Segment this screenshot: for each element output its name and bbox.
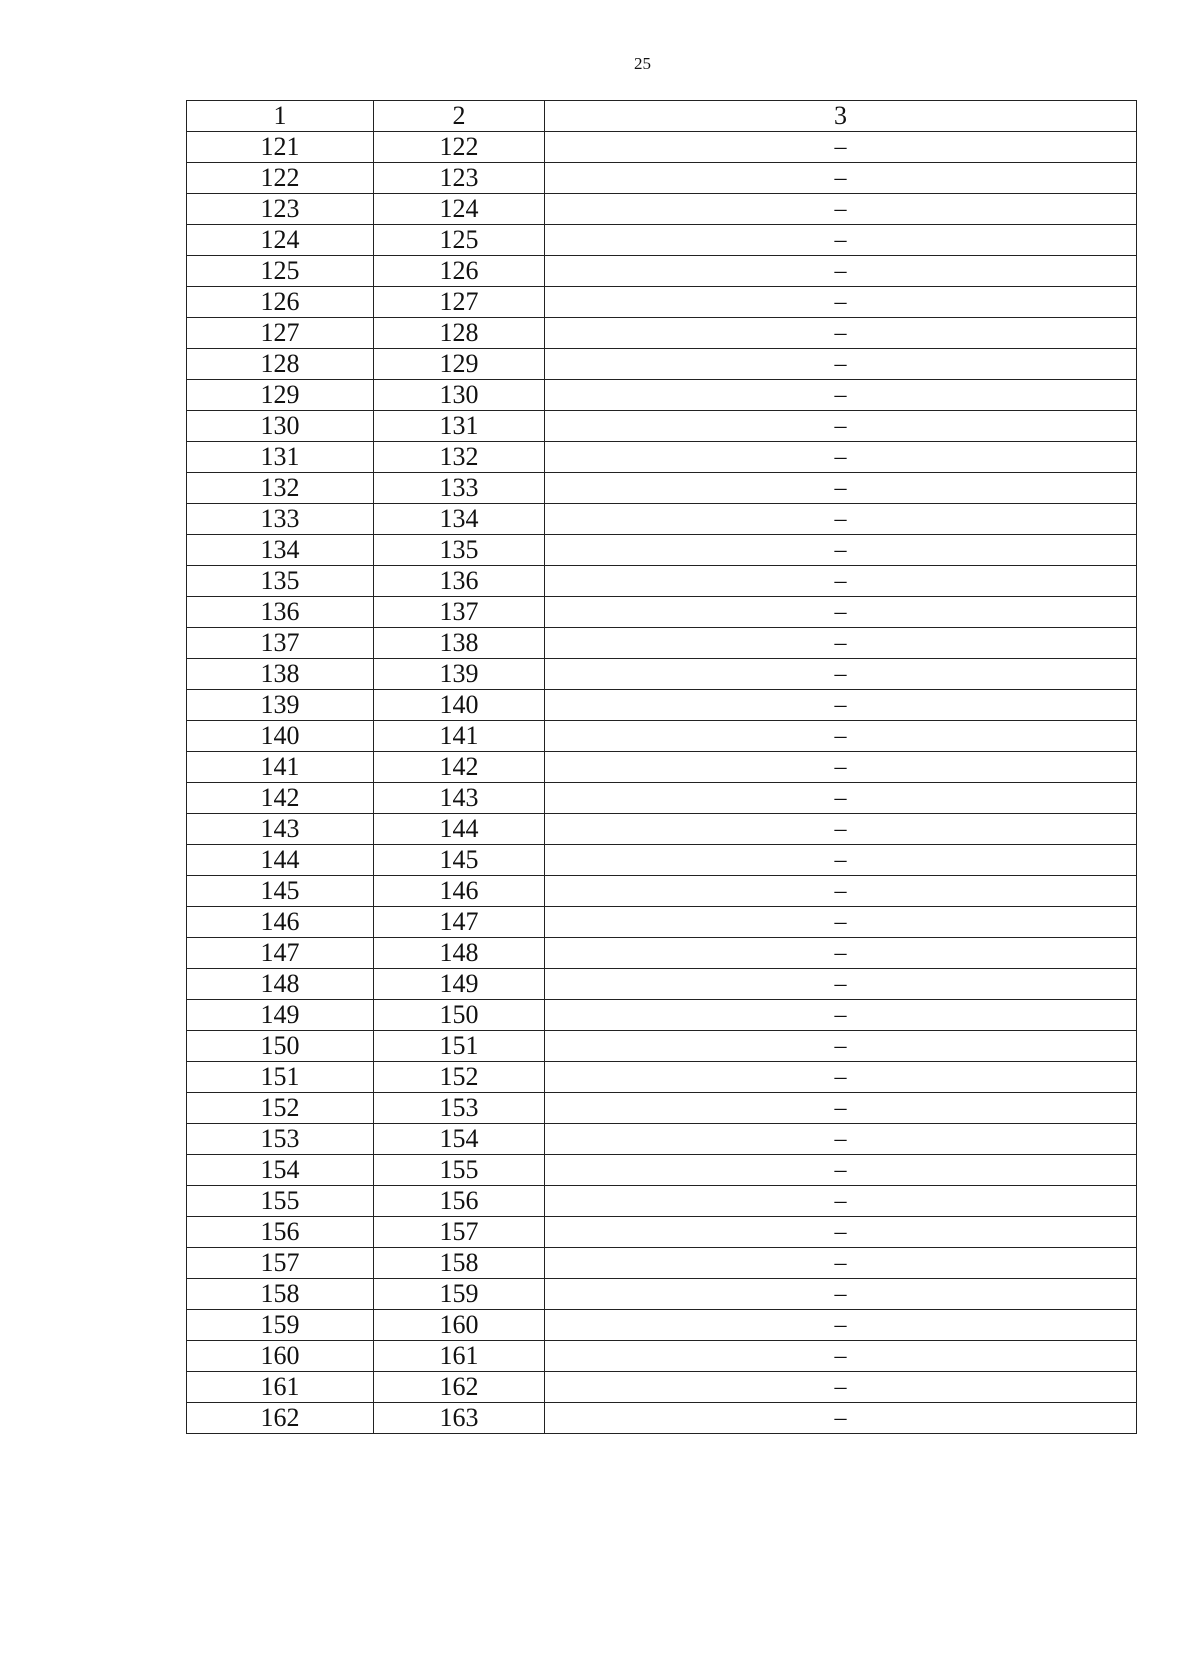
table-cell: 134 bbox=[187, 535, 374, 566]
table-row bbox=[187, 225, 1137, 256]
table-row bbox=[187, 659, 1137, 690]
table-cell-dash: – bbox=[545, 225, 1137, 256]
table-cell: 153 bbox=[187, 1124, 374, 1155]
table-row bbox=[187, 566, 1137, 597]
table-cell: 155 bbox=[187, 1186, 374, 1217]
table-cell: 136 bbox=[187, 597, 374, 628]
table-row bbox=[187, 535, 1137, 566]
table-row bbox=[187, 504, 1137, 535]
table-cell: 127 bbox=[374, 287, 545, 318]
table-row bbox=[187, 1093, 1137, 1124]
table-cell: 146 bbox=[187, 907, 374, 938]
table-cell: 147 bbox=[187, 938, 374, 969]
table-cell: 128 bbox=[374, 318, 545, 349]
table-cell: 160 bbox=[374, 1310, 545, 1341]
table-row bbox=[187, 442, 1137, 473]
table-cell: 156 bbox=[374, 1186, 545, 1217]
table-cell: 153 bbox=[374, 1093, 545, 1124]
table-cell: 122 bbox=[374, 132, 545, 163]
table-row bbox=[187, 287, 1137, 318]
table-cell: 160 bbox=[187, 1341, 374, 1372]
table-cell-dash: – bbox=[545, 1341, 1137, 1372]
table-row bbox=[187, 1372, 1137, 1403]
table-cell: 156 bbox=[187, 1217, 374, 1248]
table-cell: 135 bbox=[187, 566, 374, 597]
table-cell-dash: – bbox=[545, 752, 1137, 783]
table-cell: 161 bbox=[374, 1341, 545, 1372]
table-cell-dash: – bbox=[545, 318, 1137, 349]
table-cell-dash: – bbox=[545, 938, 1137, 969]
table-cell: 134 bbox=[374, 504, 545, 535]
table-row bbox=[187, 1124, 1137, 1155]
table-cell-dash: – bbox=[545, 411, 1137, 442]
table-cell-dash: – bbox=[545, 163, 1137, 194]
table-row bbox=[187, 1031, 1137, 1062]
table-row bbox=[187, 349, 1137, 380]
table-cell: 151 bbox=[187, 1062, 374, 1093]
table-cell-dash: – bbox=[545, 442, 1137, 473]
table-cell: 150 bbox=[187, 1031, 374, 1062]
table-cell-dash: – bbox=[545, 1310, 1137, 1341]
table-cell: 130 bbox=[187, 411, 374, 442]
table-cell-dash: – bbox=[545, 1248, 1137, 1279]
table-cell: 139 bbox=[374, 659, 545, 690]
table-cell: 150 bbox=[374, 1000, 545, 1031]
table-cell-dash: – bbox=[545, 690, 1137, 721]
table-cell: 144 bbox=[187, 845, 374, 876]
table-cell: 142 bbox=[374, 752, 545, 783]
table-cell-dash: – bbox=[545, 1062, 1137, 1093]
table-cell: 125 bbox=[374, 225, 545, 256]
table-cell: 145 bbox=[374, 845, 545, 876]
table-row bbox=[187, 690, 1137, 721]
table-cell: 131 bbox=[187, 442, 374, 473]
table-cell: 121 bbox=[187, 132, 374, 163]
table-row bbox=[187, 597, 1137, 628]
table-cell: 143 bbox=[187, 814, 374, 845]
table-cell-dash: – bbox=[545, 628, 1137, 659]
table-cell-dash: – bbox=[545, 1031, 1137, 1062]
table-cell: 131 bbox=[374, 411, 545, 442]
table-cell: 133 bbox=[374, 473, 545, 504]
table-cell: 149 bbox=[187, 1000, 374, 1031]
table-row bbox=[187, 411, 1137, 442]
table-row bbox=[187, 1062, 1137, 1093]
table-cell: 139 bbox=[187, 690, 374, 721]
table-cell-dash: – bbox=[545, 1279, 1137, 1310]
table-cell-dash: – bbox=[545, 1124, 1137, 1155]
table-cell-dash: – bbox=[545, 256, 1137, 287]
table-cell: 155 bbox=[374, 1155, 545, 1186]
table-cell-dash: – bbox=[545, 566, 1137, 597]
table-row bbox=[187, 1341, 1137, 1372]
table-cell: 138 bbox=[374, 628, 545, 659]
table-cell: 137 bbox=[374, 597, 545, 628]
table-cell: 149 bbox=[374, 969, 545, 1000]
table-cell: 123 bbox=[374, 163, 545, 194]
column-header: 1 bbox=[187, 101, 374, 132]
table-cell: 152 bbox=[187, 1093, 374, 1124]
table-cell-dash: – bbox=[545, 907, 1137, 938]
table-cell: 125 bbox=[187, 256, 374, 287]
table-cell: 158 bbox=[374, 1248, 545, 1279]
table-row bbox=[187, 1217, 1137, 1248]
table-cell-dash: – bbox=[545, 814, 1137, 845]
table-row bbox=[187, 1279, 1137, 1310]
table-cell: 137 bbox=[187, 628, 374, 659]
table-cell: 151 bbox=[374, 1031, 545, 1062]
table-cell: 145 bbox=[187, 876, 374, 907]
table-cell-dash: – bbox=[545, 1093, 1137, 1124]
table-cell: 159 bbox=[187, 1310, 374, 1341]
table-row bbox=[187, 721, 1137, 752]
table-cell-dash: – bbox=[545, 1155, 1137, 1186]
table-cell-dash: – bbox=[545, 194, 1137, 225]
table-cell: 122 bbox=[187, 163, 374, 194]
table-cell: 132 bbox=[374, 442, 545, 473]
table-row bbox=[187, 1155, 1137, 1186]
table-cell: 146 bbox=[374, 876, 545, 907]
table-row bbox=[187, 876, 1137, 907]
table-cell: 140 bbox=[374, 690, 545, 721]
table-row bbox=[187, 938, 1137, 969]
table-cell: 129 bbox=[374, 349, 545, 380]
table-cell-dash: – bbox=[545, 1403, 1137, 1434]
table-cell: 163 bbox=[374, 1403, 545, 1434]
table-row bbox=[187, 1000, 1137, 1031]
table-cell-dash: – bbox=[545, 1217, 1137, 1248]
table-cell: 162 bbox=[374, 1372, 545, 1403]
table-cell-dash: – bbox=[545, 349, 1137, 380]
table-cell: 161 bbox=[187, 1372, 374, 1403]
table-cell: 124 bbox=[187, 225, 374, 256]
column-header: 2 bbox=[374, 101, 545, 132]
table-row bbox=[187, 163, 1137, 194]
table-cell: 159 bbox=[374, 1279, 545, 1310]
table-cell: 135 bbox=[374, 535, 545, 566]
table-cell: 142 bbox=[187, 783, 374, 814]
table-row bbox=[187, 628, 1137, 659]
table-cell: 148 bbox=[187, 969, 374, 1000]
table-cell-dash: – bbox=[545, 721, 1137, 752]
table-cell: 127 bbox=[187, 318, 374, 349]
column-header: 3 bbox=[545, 101, 1137, 132]
table-cell-dash: – bbox=[545, 473, 1137, 504]
table-row bbox=[187, 1310, 1137, 1341]
table-cell: 143 bbox=[374, 783, 545, 814]
table-cell: 130 bbox=[374, 380, 545, 411]
page-number: 25 bbox=[634, 54, 651, 73]
table-row bbox=[187, 256, 1137, 287]
table-cell: 162 bbox=[187, 1403, 374, 1434]
table-cell-dash: – bbox=[545, 287, 1137, 318]
table-row bbox=[187, 318, 1137, 349]
table-cell-dash: – bbox=[545, 597, 1137, 628]
table-row bbox=[187, 380, 1137, 411]
table-cell-dash: – bbox=[545, 845, 1137, 876]
table-row bbox=[187, 752, 1137, 783]
table-cell-dash: – bbox=[545, 132, 1137, 163]
table-cell-dash: – bbox=[545, 1186, 1137, 1217]
table-body bbox=[187, 132, 1137, 1434]
table-row bbox=[187, 969, 1137, 1000]
table-cell: 154 bbox=[374, 1124, 545, 1155]
table-cell-dash: – bbox=[545, 1372, 1137, 1403]
table-cell: 147 bbox=[374, 907, 545, 938]
table-row bbox=[187, 907, 1137, 938]
table-cell: 152 bbox=[374, 1062, 545, 1093]
table-cell: 126 bbox=[187, 287, 374, 318]
table-cell: 123 bbox=[187, 194, 374, 225]
table-row bbox=[187, 783, 1137, 814]
table-row bbox=[187, 1186, 1137, 1217]
table-cell: 129 bbox=[187, 380, 374, 411]
table-cell: 138 bbox=[187, 659, 374, 690]
table-header-row bbox=[187, 101, 1137, 132]
table-cell-dash: – bbox=[545, 783, 1137, 814]
table-cell: 141 bbox=[374, 721, 545, 752]
table-cell-dash: – bbox=[545, 1000, 1137, 1031]
table-cell: 158 bbox=[187, 1279, 374, 1310]
table-cell-dash: – bbox=[545, 659, 1137, 690]
table-cell: 157 bbox=[187, 1248, 374, 1279]
table-cell: 154 bbox=[187, 1155, 374, 1186]
table-cell-dash: – bbox=[545, 969, 1137, 1000]
table-cell-dash: – bbox=[545, 876, 1137, 907]
table-row bbox=[187, 1248, 1137, 1279]
table-cell-dash: – bbox=[545, 504, 1137, 535]
table-cell: 124 bbox=[374, 194, 545, 225]
table-cell: 141 bbox=[187, 752, 374, 783]
table-cell: 136 bbox=[374, 566, 545, 597]
table-cell: 157 bbox=[374, 1217, 545, 1248]
table-cell: 133 bbox=[187, 504, 374, 535]
table-row bbox=[187, 1403, 1137, 1434]
table-cell: 126 bbox=[374, 256, 545, 287]
table-cell: 128 bbox=[187, 349, 374, 380]
table-row bbox=[187, 473, 1137, 504]
data-table bbox=[186, 100, 1137, 1434]
table-row bbox=[187, 132, 1137, 163]
table-row bbox=[187, 845, 1137, 876]
table-cell: 140 bbox=[187, 721, 374, 752]
table-cell: 132 bbox=[187, 473, 374, 504]
table-cell: 144 bbox=[374, 814, 545, 845]
table-cell: 148 bbox=[374, 938, 545, 969]
table-cell-dash: – bbox=[545, 535, 1137, 566]
table-row bbox=[187, 194, 1137, 225]
table-row bbox=[187, 814, 1137, 845]
table-cell-dash: – bbox=[545, 380, 1137, 411]
